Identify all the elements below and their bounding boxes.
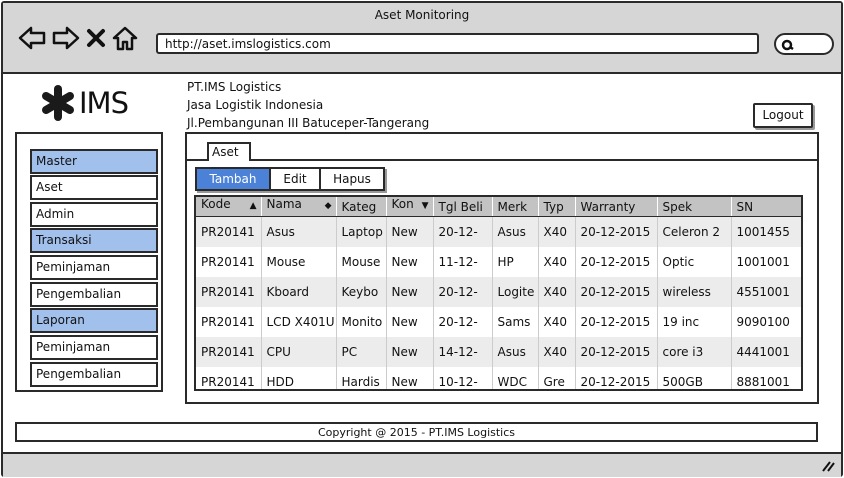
table-cell: PR20141 [196, 367, 261, 392]
table-cell: 1001455 [731, 217, 801, 247]
window-title: Aset Monitoring [374, 8, 470, 22]
table-header-row [196, 197, 801, 217]
edit-button[interactable]: Edit [271, 169, 321, 189]
table-cell: 11-12- [433, 247, 492, 277]
table-cell: Monito [336, 307, 386, 337]
table-cell: New [386, 367, 433, 392]
column-header-type[interactable]: Typ [538, 197, 575, 217]
sidebar-section-master[interactable]: Master [30, 149, 158, 174]
table-cell: 4441001 [731, 337, 801, 367]
table-row[interactable] [196, 307, 801, 337]
table-cell: 14-12- [433, 337, 492, 367]
asset-table [194, 195, 803, 391]
column-header-kategori[interactable]: Kateg [336, 197, 386, 217]
sidebar-item-pengembalian[interactable]: Pengembalian [30, 282, 158, 307]
table-cell: 20-12- [433, 277, 492, 307]
table-row[interactable] [196, 337, 801, 367]
footer-copyright: Copyright @ 2015 - PT.IMS Logistics [15, 422, 818, 442]
table-cell: Sams [492, 307, 538, 337]
sort-both-icon[interactable]: ◆ [324, 201, 332, 211]
table-row[interactable] [196, 247, 801, 277]
resize-grip-icon[interactable] [819, 460, 835, 472]
company-info [187, 78, 429, 132]
company-tagline: Jasa Logistik Indonesia [187, 98, 324, 112]
sidebar-item-peminjaman[interactable]: Peminjaman [30, 335, 158, 360]
table-cell: New [386, 277, 433, 307]
table-cell: wireless [657, 277, 731, 307]
table-cell: PC [336, 337, 386, 367]
table-cell: PR20141 [196, 277, 261, 307]
table-cell: PR20141 [196, 217, 261, 247]
column-header-sn[interactable]: SN [731, 197, 801, 217]
sort-down-icon[interactable]: ▼ [421, 201, 429, 211]
table-cell: 20-12-2015 [575, 277, 657, 307]
table-cell: Keybo [336, 277, 386, 307]
column-header-kondisi[interactable]: Kon ▼ [386, 197, 433, 217]
table-cell: Mouse [336, 247, 386, 277]
table-cell: 1001001 [731, 247, 801, 277]
table-cell: Gre [538, 367, 575, 392]
tab-strip-line [185, 159, 819, 161]
table-cell: HDD [261, 367, 336, 392]
asterisk-logo-icon [40, 85, 76, 121]
browser-search-field[interactable] [774, 33, 834, 55]
sidebar-section-transaksi[interactable]: Transaksi [30, 228, 158, 253]
table-cell: 20-12-2015 [575, 337, 657, 367]
table-cell: X40 [538, 277, 575, 307]
sidebar-item-peminjaman[interactable]: Peminjaman [30, 255, 158, 280]
close-icon[interactable] [85, 25, 107, 51]
column-header-warranty[interactable]: Warranty [575, 197, 657, 217]
table-row[interactable] [196, 367, 801, 392]
browser-statusbar [3, 452, 841, 477]
table-cell: PR20141 [196, 247, 261, 277]
table-cell: PR20141 [196, 337, 261, 367]
table-cell: Kboard [261, 277, 336, 307]
add-button[interactable]: Tambah [197, 169, 271, 189]
table-cell: 20-12- [433, 307, 492, 337]
table-cell: 8881001 [731, 367, 801, 392]
browser-chrome [3, 3, 841, 74]
table-cell: New [386, 337, 433, 367]
table-cell: 20-12-2015 [575, 217, 657, 247]
table-cell: 19 inc [657, 307, 731, 337]
forward-arrow-icon[interactable] [51, 25, 81, 51]
sidebar-item-aset[interactable]: Aset [30, 175, 158, 200]
company-name: PT.IMS Logistics [187, 80, 282, 94]
table-cell: X40 [538, 247, 575, 277]
table-cell: 500GB [657, 367, 731, 392]
url-input[interactable]: http://aset.imslogistics.com [156, 33, 759, 54]
table-cell: 20-12-2015 [575, 247, 657, 277]
table-row[interactable] [196, 217, 801, 247]
table-cell: HP [492, 247, 538, 277]
table-cell: Mouse [261, 247, 336, 277]
table-body [196, 217, 801, 392]
sort-up-icon[interactable]: ▲ [249, 201, 257, 211]
table-cell: Optic [657, 247, 731, 277]
table-row[interactable] [196, 277, 801, 307]
table-cell: Laptop [336, 217, 386, 247]
table-cell: 10-12- [433, 367, 492, 392]
table-cell: 20-12-2015 [575, 307, 657, 337]
table-cell: WDC [492, 367, 538, 392]
sidebar-item-admin[interactable]: Admin [30, 202, 158, 227]
table-cell: Logite [492, 277, 538, 307]
table-cell: New [386, 247, 433, 277]
table-cell: 20-12- [433, 217, 492, 247]
table-cell: New [386, 217, 433, 247]
sidebar-section-laporan[interactable]: Laporan [30, 308, 158, 333]
action-button-group [195, 167, 385, 191]
table-cell: PR20141 [196, 307, 261, 337]
table-cell: X40 [538, 337, 575, 367]
table-cell: Hardis [336, 367, 386, 392]
company-address: Jl.Pembangunan III Batuceper-Tangerang [187, 116, 430, 130]
table-cell: X40 [538, 217, 575, 247]
table-cell: Asus [492, 337, 538, 367]
search-icon [781, 39, 795, 51]
logout-button[interactable]: Logout [753, 103, 813, 128]
table-cell: 9090100 [731, 307, 801, 337]
column-header-tgl-beli[interactable]: Tgl Beli [433, 197, 492, 217]
table-cell: LCD X401U [261, 307, 336, 337]
ims-logo [40, 85, 128, 121]
table-cell: CPU [261, 337, 336, 367]
table-cell: 4551001 [731, 277, 801, 307]
column-header-spek[interactable]: Spek [657, 197, 731, 217]
table-cell: Asus [261, 217, 336, 247]
home-icon[interactable] [111, 25, 139, 51]
nav-controls [17, 25, 139, 51]
sidebar-item-pengembalian[interactable]: Pengembalian [30, 362, 158, 387]
table-cell: Celeron 2 [657, 217, 731, 247]
table-cell: X40 [538, 307, 575, 337]
column-header-merk[interactable]: Merk [492, 197, 538, 217]
column-header-nama[interactable]: Nama ◆ [261, 197, 336, 217]
back-arrow-icon[interactable] [17, 25, 47, 51]
column-header-kode[interactable]: Kode ▲ [196, 197, 261, 217]
logo-text: IMS [79, 86, 128, 120]
table-cell: core i3 [657, 337, 731, 367]
table-cell: 20-12-2015 [575, 367, 657, 392]
table-cell: New [386, 307, 433, 337]
table-cell: Asus [492, 217, 538, 247]
tab-aset[interactable]: Aset [207, 142, 251, 161]
delete-button[interactable]: Hapus [321, 169, 383, 189]
